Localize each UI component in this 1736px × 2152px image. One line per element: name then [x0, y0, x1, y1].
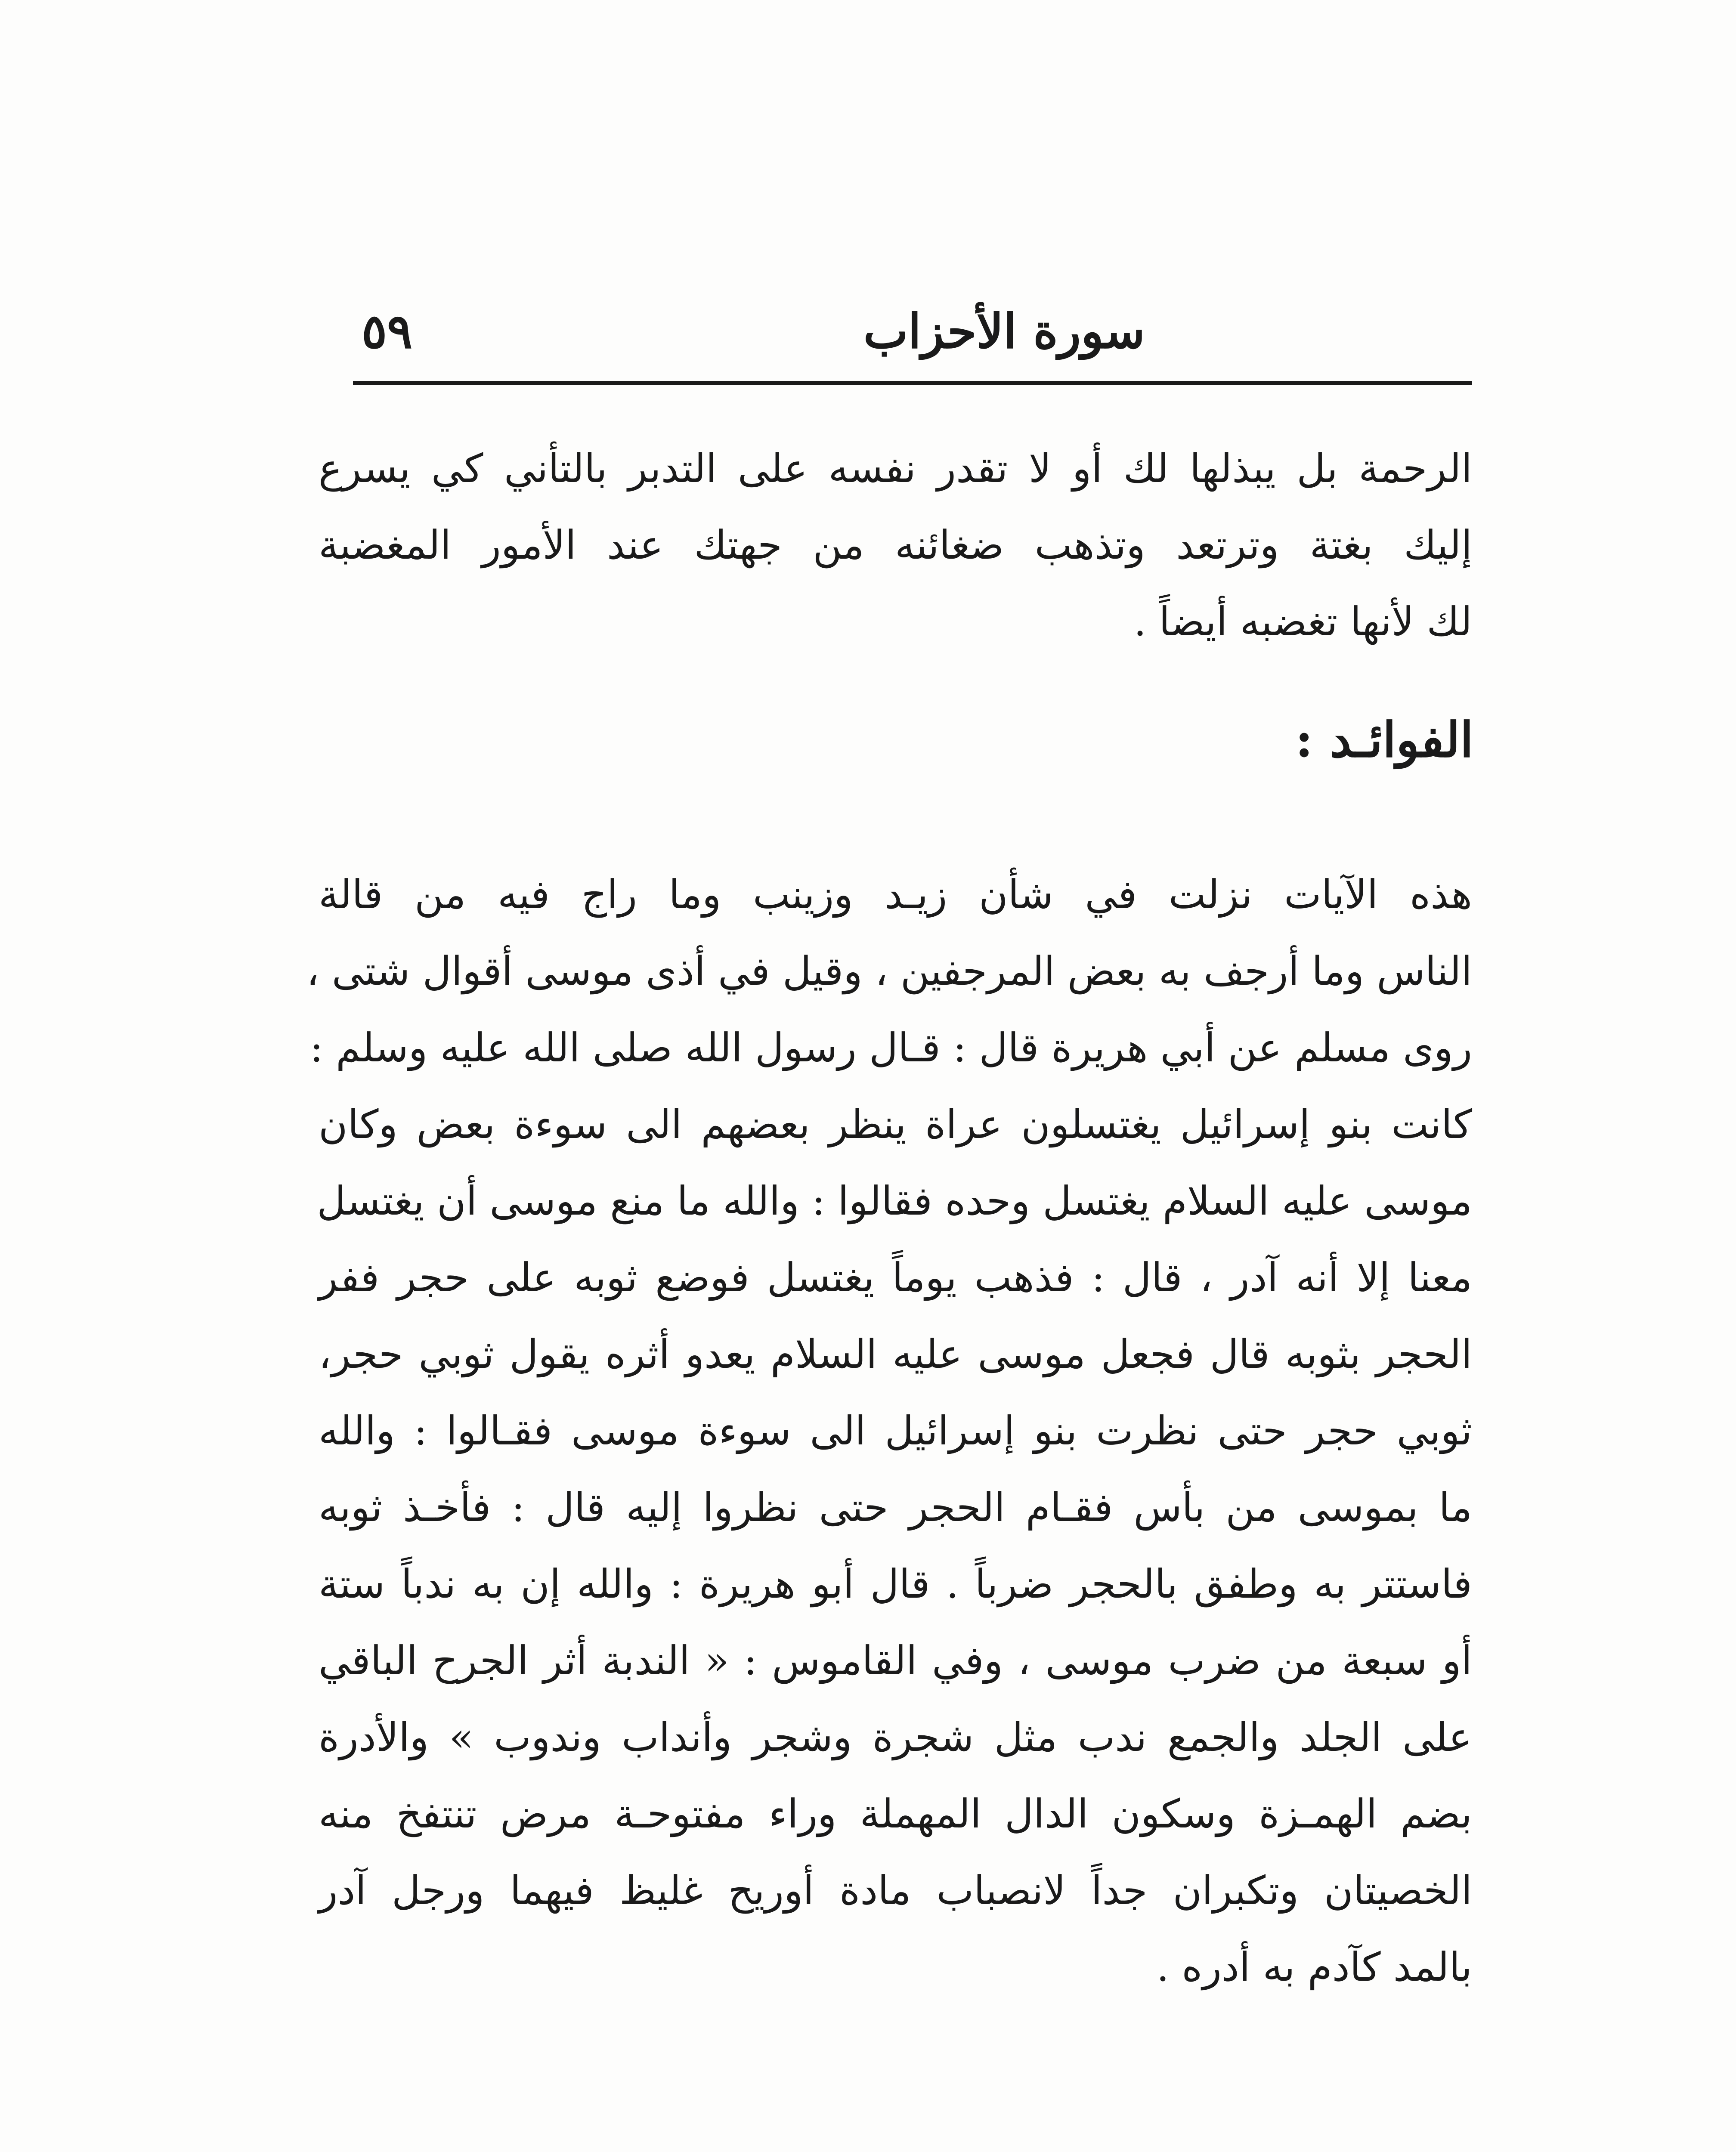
text-line: على الجلد والجمع ندب مثل شجرة وشجر وأنداب وندوب » والأدرة [319, 1714, 1472, 1760]
text-line: موسى عليه السلام يغتسل وحده فقالوا : والله ما منع موسى أن يغتسل [317, 1178, 1472, 1224]
text-line: إليك بغتة وترتعد وتذهب ضغائنه من جهتك عند الأمور المغضبة [319, 522, 1472, 568]
text-line: كانت بنو إسرائيل يغتسلون عراة ينظر بعضهم الى سوءة بعض وكان [319, 1101, 1472, 1147]
text-line: لك لأنها تغضبه أيضاً . [1133, 599, 1472, 645]
text-line: هذه الآيات نزلت في شأن زيـد وزينب وما راج فيه من قالة [319, 872, 1472, 918]
section-heading: الفوائـد : [1295, 712, 1473, 768]
text-line: معنا إلا أنه آدر ، قال : فذهب يوماً يغتسل فوضع ثوبه على حجر ففر [319, 1255, 1472, 1301]
text-line: بالمد كآدم به أدره . [1156, 1944, 1472, 1990]
text-line: ما بموسى من بأس فقـام الحجر حتى نظروا إليه قال : فأخـذ ثوبه [319, 1484, 1472, 1531]
text-line: الخصيتان وتكبران جداً لانصباب مادة أوريح غليظ فيهما ورجل آدر [319, 1868, 1472, 1914]
page-number: ٥٩ [362, 303, 413, 359]
paragraph-intro [319, 430, 1472, 660]
running-title: سورة الأحزاب [863, 303, 1145, 359]
text-line: فاستتر به وطفق بالحجر ضرباً . قال أبو هريرة : والله إن به ندباً ستة [319, 1561, 1472, 1607]
text-line: الرحمة بل يبذلها لك أو لا تقدر نفسه على التدبر بالتأني كي يسرع [319, 445, 1472, 492]
text-line: الحجر بثوبه قال فجعل موسى عليه السلام يعدو أثره يقول ثوبي حجر، [319, 1331, 1472, 1377]
page-header [353, 297, 1472, 370]
header-rule [353, 381, 1472, 385]
text-line: بضم الهمـزة وسكون الدال المهملة وراء مفتوحـة مرض تنتفخ منه [319, 1791, 1472, 1837]
text-line: أو سبعة من ضرب موسى ، وفي القاموس : « الندبة أثر الجرح الباقي [319, 1638, 1472, 1684]
text-line: روى مسلم عن أبي هريرة قال : قـال رسول الله صلى الله عليه وسلم : [309, 1025, 1472, 1071]
paragraph-benefits [306, 856, 1472, 2006]
text-line: الناس وما أرجف به بعض المرجفين ، وقيل في أذى موسى أقوال شتى ، [306, 948, 1472, 994]
text-line: ثوبي حجر حتى نظرت بنو إسرائيل الى سوءة موسى فقـالوا : والله [319, 1408, 1472, 1454]
